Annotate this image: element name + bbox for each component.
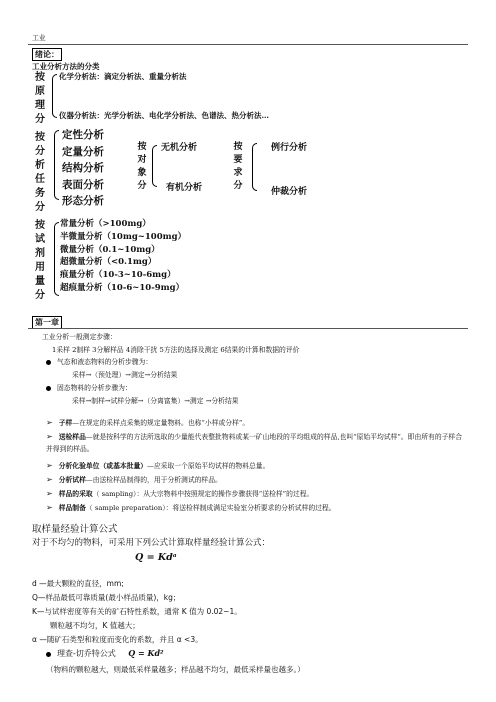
definition-term: 分析化验单位（或基本批量）: [58, 462, 148, 470]
principle-line-1: 化学分析法：滴定分析法、重量分析法: [59, 72, 187, 81]
arrowhead-icon: ➢: [46, 503, 53, 512]
definition-text: —由送检样品制得的，用于分析测试的样品。: [85, 476, 222, 484]
sample-item: 痕量分析（10-3~10-6mg）: [60, 270, 176, 281]
task-item: 定量分析: [62, 145, 104, 158]
variable-q: Q—样品最低可靠质量(最小样品质量)，kg；: [32, 593, 181, 602]
object-item-inorganic: 无机分析: [161, 143, 198, 153]
bullet-solid-text: 固态物料的分析步骤为：: [57, 384, 132, 392]
definition-subsample: [46, 417, 249, 427]
section-heading-chapter1: 第一章: [32, 316, 62, 329]
sample-item: 超微量分析（<0.1mg）: [60, 257, 157, 268]
requirement-brace: [252, 143, 257, 191]
chapter1-steps: 1采样 2制样 3分解样品 4消除干扰 5方法的选择及测定 6结果的计算和数据的评价: [52, 346, 300, 354]
formula-main: Q = Kdᵃ: [135, 552, 177, 563]
object-label: 按对象分: [137, 142, 147, 191]
bullet-gas-liquid-detail: 采样→（预处理）→测定→分析结果: [72, 371, 178, 379]
variable-k-note: 颗粒越不均匀，K 值越大；: [50, 621, 140, 630]
chapter1-intro: 工业分析一般测定步骤：: [42, 333, 117, 341]
requirement-item-routine: 例行分析: [271, 143, 308, 153]
header-divider: [28, 44, 468, 45]
arrowhead-icon: ➢: [46, 418, 53, 427]
formula-section-intro: 对于不均匀的物料，可采用下列公式计算取样量经验计算公式：: [32, 538, 271, 548]
definition-text: （ sampling）：从大宗物料中按照规定的操作步骤获得“送检样”的过程。: [92, 490, 314, 498]
chapter1-divider: [28, 328, 468, 329]
sample-item: 微量分析（0.1~10mg）: [60, 244, 160, 255]
task-list: [62, 127, 104, 210]
classification-subheading: 工业分析方法的分类: [32, 62, 100, 71]
bullet-gas-liquid-text: 气态和液态物料的分析步骤为：: [57, 358, 153, 366]
definition-term: 送检样品: [58, 433, 86, 441]
sample-list: [60, 218, 186, 295]
definition-sample-prep: [46, 502, 336, 512]
variable-d: d —最大颗粒的直径，mm;: [32, 579, 124, 588]
principle-brace: [52, 74, 57, 118]
definition-sampling: [46, 488, 313, 498]
task-item: 定性分析: [62, 129, 104, 141]
object-item-organic: 有机分析: [166, 183, 203, 193]
arrowhead-icon: ➢: [46, 461, 53, 470]
requirement-item-arbitration: 仲裁分析: [271, 187, 308, 197]
requirement-label: 按要求分: [233, 142, 243, 191]
definition-batch-unit: [46, 460, 269, 470]
principle-label: 按原理分: [35, 72, 45, 125]
sample-item: 常量分析（>100mg）: [60, 219, 151, 229]
definition-term: 子样: [58, 419, 73, 427]
task-label: 按分析任务分: [35, 132, 45, 213]
formula-richards: Q = Kd²: [128, 648, 164, 658]
object-brace: [152, 145, 157, 187]
definition-submitted-sample: [46, 431, 466, 455]
sample-item: 超痕量分析（10-6~10-9mg）: [60, 282, 185, 293]
bullet-richards-formula: [46, 648, 164, 659]
sample-item: 半微量分析（10mg~100mg）: [60, 231, 187, 242]
bullet-solid-detail: 采样→制样→试样分解→（分离富集）→测定 →分析结果: [72, 397, 239, 405]
task-brace: [54, 130, 59, 200]
task-item: 表面分析: [62, 178, 104, 191]
definition-text: —在规定的采样点采集的规定量物料。也称“小样或分样”。: [72, 419, 250, 427]
bullet-gas-liquid: [46, 356, 152, 366]
section-heading-intro: 绪论：: [32, 48, 62, 61]
definition-analysis-sample: [46, 474, 222, 484]
definition-term: 分析试样: [58, 476, 86, 484]
bullet-dot-icon: [46, 360, 51, 365]
task-item: 形态分析: [62, 195, 104, 207]
definition-text: （ sample preparation）：将送检样制成满足实验室分析要求的分析试样的过程。: [85, 504, 336, 512]
bullet-richards-text: 理查-切乔特公式: [57, 649, 116, 658]
task-item: 结构分析: [62, 162, 104, 174]
sample-brace: [54, 222, 59, 296]
principle-line-2: 仪器分析法：光学分析法、电化学分析法、色谱法、热分析法…: [59, 111, 269, 120]
formula-note: （物料的颗粒越大，则最低采样量越多；样品越不均匀，最低采样量也越多。）: [46, 665, 305, 674]
definition-text: —就是按科学的方法所选取的少量能代表整批物料或某一矿山地段的平均组成的样品,也叫“原始平均试样”。即由所有的子样合并得到的样品。: [46, 433, 463, 453]
definition-term: 样品制备: [58, 504, 86, 512]
variable-alpha: α —随矿石类型和粒度而变化的系数，并且 α <3。: [32, 635, 203, 644]
definition-term: 样品的采取: [58, 490, 93, 498]
bullet-solid: [46, 382, 132, 392]
definition-text: —应采取一个原始平均试样的物料总量。: [147, 462, 270, 470]
formula-section-title: 取样量经验计算公式: [32, 524, 118, 535]
arrowhead-icon: ➢: [46, 432, 53, 441]
bullet-dot-icon: [46, 652, 51, 657]
arrowhead-icon: ➢: [46, 475, 53, 484]
bullet-dot-icon: [46, 386, 51, 391]
page-header: 工业: [32, 34, 46, 42]
sample-label: 按试剂用量分: [35, 220, 45, 301]
arrowhead-icon: ➢: [46, 489, 53, 498]
variable-k: K—与试样密度等有关的矿石特性系数，通常 K 值为 0.02~1。: [32, 607, 242, 616]
